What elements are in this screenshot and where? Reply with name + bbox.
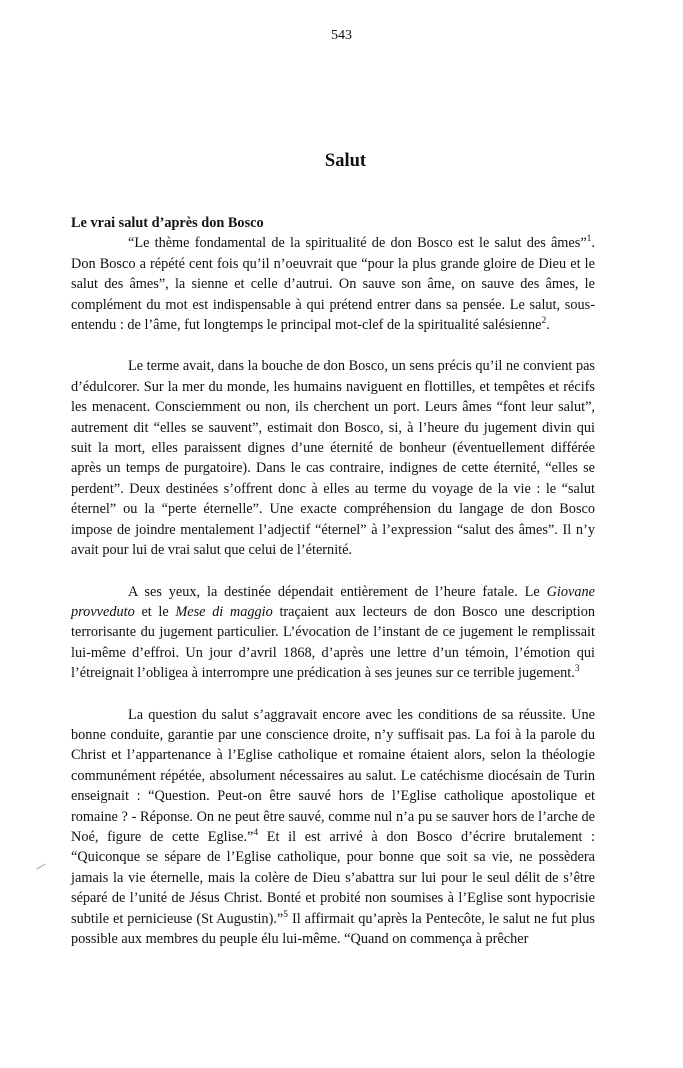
footnote-marker: 3 xyxy=(574,664,580,675)
paragraph-text: . Don Bosco a répété cent fois qu’il n’oeuvrait que “pour la plus grande gloire de Dieu et le salut des âmes”, la sienne et celle d’autrui. On sauve son âme, on sauve des âmes, le complément du mot est indispensable à qui prétend entrer dans sa pensée. Le salut, sous-entendu : de l’âme, fut longtemps le principal mot-clef de la spiritualité salésienne xyxy=(71,235,595,334)
footnote-marker: 1 xyxy=(586,234,592,245)
paragraph-1 xyxy=(71,233,595,335)
paragraph-text: Le terme avait, dans la bouche de don Bosco, un sens précis qu’il ne convient pas d’édulcorer. Sur la mer du monde, les humains naviguent en flottilles, et tempêtes et récifs les menacent. Consciemment ou non, ils cherchent un port. Leurs âmes “font leur salut”, autrement dit “elles se sauvent”, estimait don Bosco, si, à l’heure du jugement divin qui suit la mort, elles paraissent dignes d’une éternité de bonheur (éventuellement différée après un temps de purgatoire). Dans le cas contraire, indignes de cette éternité, “elles se perdent”. Deux destinées s’offrent donc à elles au terme du voyage de la vie : le “salut éternel” ou la “perte éternelle”. Une exacte compréhension du langage de don Bosco impose de joindre mentalement l’adjectif “éternel” à l’expression “salut des âmes”. Il n’y avait pour lui de vrai salut que celui de l’éternité. xyxy=(71,358,595,559)
footnote-marker: 2 xyxy=(541,316,547,327)
book-title: Mese di maggio xyxy=(175,603,273,620)
paragraph-2 xyxy=(71,356,595,560)
paragraph-4 xyxy=(71,705,595,950)
paragraph-text: traçaient aux lecteurs de don Bosco une description terrorisante du jugement particulier. L’évocation de l’instant de ce jugement le remplissait lui-même d’effroi. Un jour d’avril 1868, d’après une lettre d’un témoin, l’émotion qui l’étreignait l’obligea à interrompre une prédication à ses jeunes sur ce terrible jugement. xyxy=(71,603,596,682)
book-title: Giovane provveduto xyxy=(71,583,595,620)
footnote-marker: 4 xyxy=(253,828,259,839)
paragraph-text: . xyxy=(546,317,550,334)
paragraph-text: “Le thème fondamental de la spiritualité de don Bosco est le salut des âmes” xyxy=(128,235,587,252)
paragraph-3 xyxy=(71,582,595,684)
page-number: 543 xyxy=(331,28,352,43)
body-text xyxy=(71,213,595,949)
chapter-title: Salut xyxy=(324,151,367,172)
paragraph-text: Et il est arrivé à don Bosco d’écrire brutalement : “Quiconque se sépare de l’Eglise catholique, pour bonne que soit sa vie, ne possèdera jamais la vie éternelle, mais la colère de Dieu s’abattra sur lui pour le seul délit de s’être séparé de l’unité de Jésus Christ. Bonté et probité non soumises à l’Eglise sont hypocrisie subtile et pernicieuse (St Augustin).” xyxy=(71,828,595,927)
paragraph-text: Il affirmait qu’après la Pentecôte, le salut ne fut plus possible aux membres du peuple élu lui-même. “Quand on commença à prêcher xyxy=(71,910,595,947)
section-heading: Le vrai salut d’après don Bosco xyxy=(71,215,264,231)
paragraph-text: A ses yeux, la destinée dépendait entièrement de l’heure fatale. Le xyxy=(128,583,540,600)
footnote-marker: 5 xyxy=(283,909,289,920)
margin-pencil-mark xyxy=(36,864,45,870)
paragraph-text: et le xyxy=(141,603,169,620)
paragraph-text: La question du salut s’aggravait encore avec les conditions de sa réussite. Une bonne conduite, garantie par une conscience droite, n’y suffisait pas. La foi à la parole du Christ et l’appartenance à l’Eglise catholique et romaine étaient alors, selon la théologie communément répétée, absolument nécessaires au salut. Le catéchisme diocésain de Turin enseignait : “Question. Peut-on être sauvé hors de l’Eglise catholique apostolique et romaine ? - Réponse. On ne peut être sauvé, comme nul n’a pu se sauver hors de l’arche de Noé, figure de cette Eglise.” xyxy=(71,706,595,845)
